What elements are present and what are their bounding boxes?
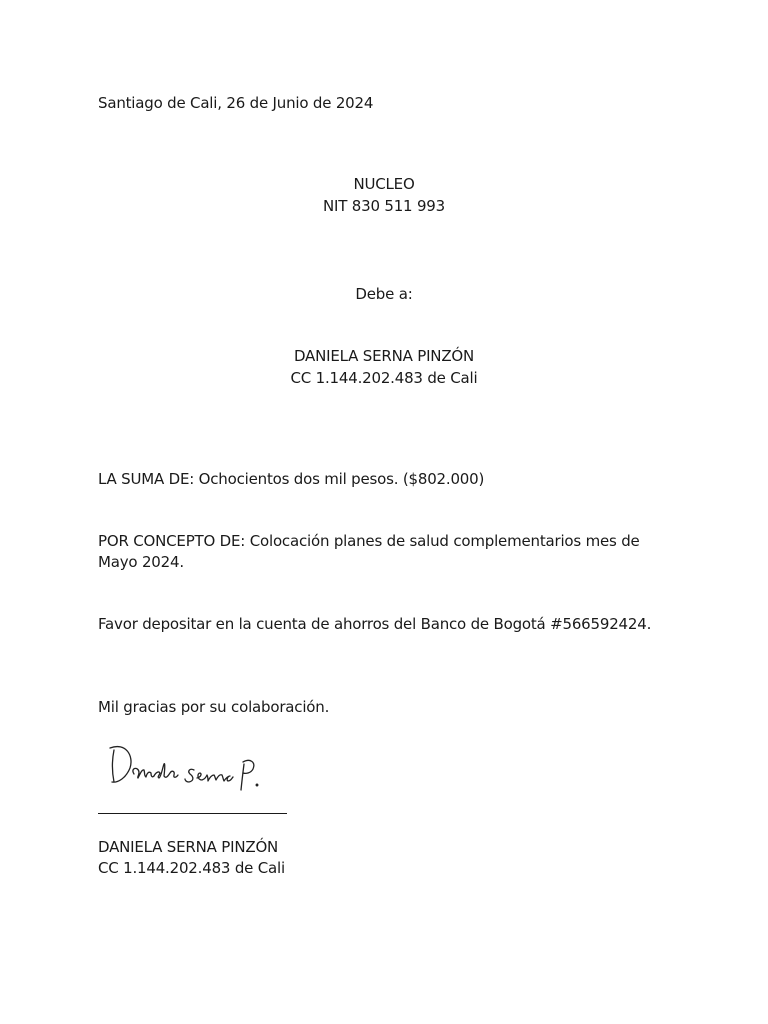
debtor-name: NUCLEO (353, 175, 415, 193)
signer-id: CC 1.144.202.483 de Cali (98, 859, 285, 877)
signature-line (98, 813, 287, 814)
amount-line: LA SUMA DE: Ochocientos dos mil pesos. ($802.000) (98, 470, 485, 488)
handwritten-signature (104, 740, 264, 798)
place-date: Santiago de Cali, 26 de Junio de 2024 (98, 94, 374, 112)
concept-paragraph: POR CONCEPTO DE: Colocación planes de salud complementarios mes de Mayo 2024. (98, 532, 640, 571)
thanks-line: Mil gracias por su colaboración. (98, 698, 330, 716)
debtor-nit: NIT 830 511 993 (322, 197, 445, 215)
owes-label: Debe a: (355, 285, 413, 303)
deposit-line: Favor depositar en la cuenta de ahorros del Banco de Bogotá #566592424. (98, 615, 652, 633)
signer-name: DANIELA SERNA PINZÓN (98, 838, 279, 856)
creditor-name: DANIELA SERNA PINZÓN (293, 347, 475, 365)
creditor-id: CC 1.144.202.483 de Cali (290, 369, 478, 387)
